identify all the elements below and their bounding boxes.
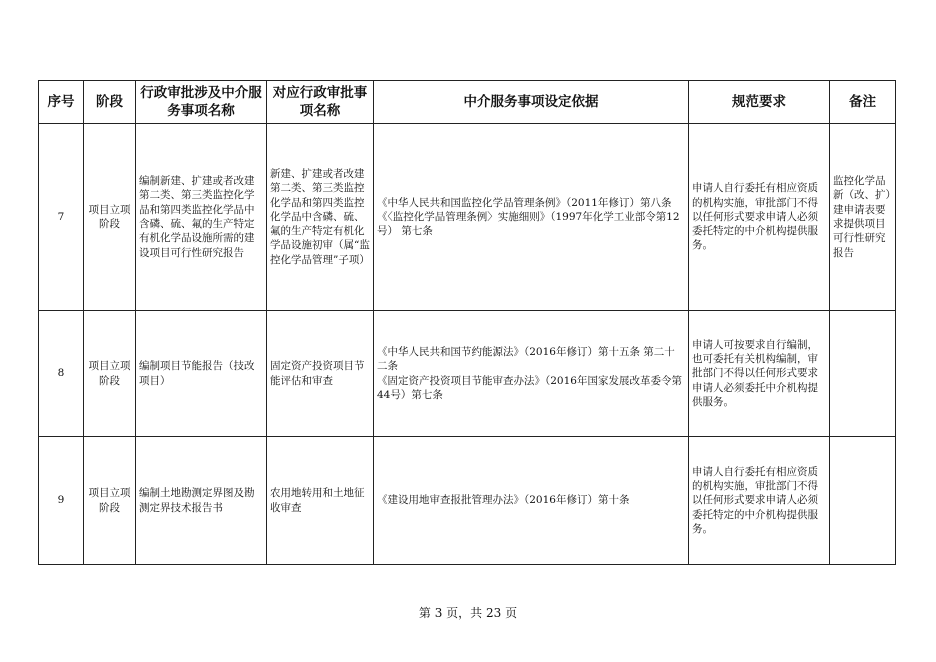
cell-basis (374, 437, 689, 565)
cell-approval: 固定资产投资项目节能评估和审查 (267, 311, 374, 437)
cell-item-name: 编制项目节能报告（技改项目） (136, 311, 267, 437)
basis-line: 《建设用地审查报批管理办法》（2016年修订）第十条 (377, 494, 630, 507)
cell-requirements: 申请人可按要求自行编制，也可委托有关机构编制，审批部门不得以任何形式要求申请人必须委托中介机构提供服务。 (689, 311, 830, 437)
basis-line: 《中华人民共和国节约能源法》（2016年修订）第十五条 第二十二条 (377, 345, 675, 373)
cell-seq: 9 (39, 437, 84, 565)
cell-requirements: 申请人自行委托有相应资质的机构实施，审批部门不得以任何形式要求申请人必须委托特定的中介机构提供服务。 (689, 437, 830, 565)
cell-seq: 8 (39, 311, 84, 437)
table-row (39, 311, 896, 437)
table-row (39, 124, 896, 311)
cell-item-name: 编制土地勘测定界图及勘测定界技术报告书 (136, 437, 267, 565)
cell-basis (374, 124, 689, 311)
cell-stage: 项目立项阶段 (84, 124, 136, 311)
header-stage: 阶段 (84, 81, 136, 124)
header-item-name: 行政审批涉及中介服务事项名称 (136, 81, 267, 124)
cell-requirements: 申请人自行委托有相应资质的机构实施，审批部门不得以任何形式要求申请人必须委托特定的中介机构提供服务。 (689, 124, 830, 311)
cell-basis (374, 311, 689, 437)
cell-approval: 农用地转用和土地征收审查 (267, 437, 374, 565)
header-seq: 序号 (39, 81, 84, 124)
cell-remarks (830, 437, 896, 565)
cell-remarks (830, 311, 896, 437)
basis-line: 《中华人民共和国监控化学品管理条例》（2011年修订）第八条 (377, 196, 672, 209)
cell-approval: 新建、扩建或者改建第二类、第三类监控化学品和第四类监控化学品中含磷、硫、氟的生产特定有机化学品设施初审（属“监控化学品管理”子项） (267, 124, 374, 311)
header-remarks: 备注 (830, 81, 896, 124)
table-header-row (39, 81, 896, 124)
table-row (39, 437, 896, 565)
basis-line: 《固定资产投资项目节能审查办法》（2016年国家发展改革委令第44号）第七条 (377, 374, 682, 401)
service-items-table (38, 80, 896, 565)
header-basis: 中介服务事项设定依据 (374, 81, 689, 124)
cell-remarks: 监控化学品新（改、扩）建申请表要求提供项目可行性研究报告 (830, 124, 896, 311)
basis-line: 《〈监控化学品管理条例〉实施细则》（1997年化学工业部令第12号） 第七条 (377, 210, 680, 238)
header-requirements: 规范要求 (689, 81, 830, 124)
cell-seq: 7 (39, 124, 84, 311)
header-approval: 对应行政审批事项名称 (267, 81, 374, 124)
cell-stage: 项目立项阶段 (84, 311, 136, 437)
cell-item-name: 编制新建、扩建或者改建第二类、第三类监控化学品和第四类监控化学品中含磷、硫、氟的生产特定有机化学品设施所需的建设项目可行性研究报告 (136, 124, 267, 311)
cell-stage: 项目立项阶段 (84, 437, 136, 565)
page-number: 第 3 页，共 23 页 (418, 606, 518, 620)
